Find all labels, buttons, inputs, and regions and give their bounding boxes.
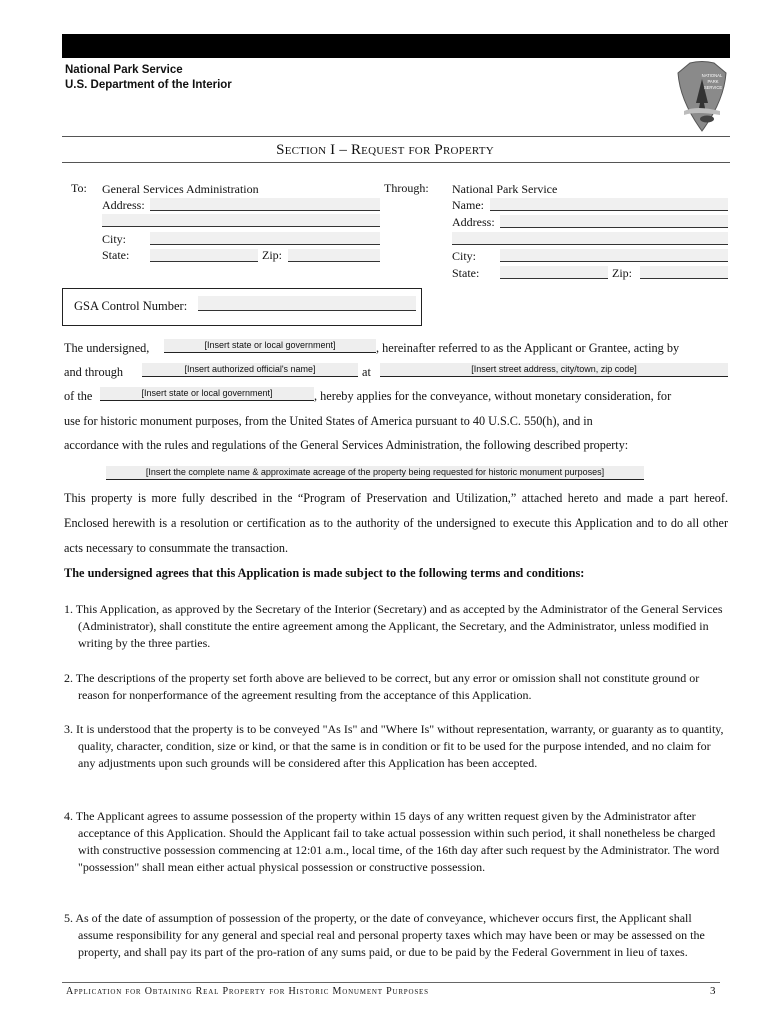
of-the-suffix: , hereby applies for the conveyance, without monetary consideration, for	[314, 389, 672, 403]
to-address-field[interactable]	[150, 198, 380, 211]
through-state-field[interactable]	[500, 266, 608, 279]
agency-block	[65, 63, 232, 93]
terms-heading: The undersigned agrees that this Application is made subject to the following terms and conditions:	[64, 566, 585, 580]
undersigned-suffix: , hereinafter referred to as the Applicant or Grantee, acting by	[376, 341, 680, 355]
address-placeholder[interactable]: [Insert street address, city/town, zip code]	[380, 363, 728, 377]
request-line-4: use for historic monument purposes, from the United States of America pursuant to 40 U.S.C. 550(h), and in	[64, 414, 593, 428]
through-zip-label: Zip:	[612, 266, 632, 280]
gsa-control-field[interactable]	[198, 296, 416, 311]
through-address-label: Address:	[452, 215, 495, 229]
to-zip-label: Zip:	[262, 248, 282, 262]
to-address-field-2[interactable]	[102, 214, 380, 227]
to-state-label: State:	[102, 248, 130, 262]
page-number: 3	[710, 985, 716, 997]
to-city-label: City:	[102, 232, 127, 246]
government-placeholder[interactable]: [Insert state or local government]	[164, 339, 376, 353]
official-name-placeholder[interactable]: [Insert authorized official's name]	[142, 363, 358, 377]
undersigned-prefix: The undersigned,	[64, 341, 150, 355]
term-5: 5. As of the date of assumption of possession of the property, or the date of conveyance, whichever occurs first, the Applicant shall assume responsibility for any general and special real and personal property taxes which may have been or may be assessed on the property, and shall pay its part of the pro-ration of any sums paid, or due to be paid by the Federal Government in lieu of taxes.	[64, 911, 705, 959]
gsa-control-label: GSA Control Number:	[74, 299, 188, 313]
footer-divider	[62, 982, 720, 983]
and-through-text: and through	[64, 365, 124, 379]
logo-text-line-1: NATIONAL	[701, 73, 723, 78]
term-3: 3. It is understood that the property is to be conveyed "As Is" and "Where Is" without representation, warranty, or guaranty as to quantity, quality, character, condition, size or kind, or that the same is in condition or fit to be used for the purpose intended, and no claim for any adjustments upon such grounds will be considered after this Application has been accepted.	[64, 722, 724, 770]
to-address-label: Address:	[102, 198, 145, 212]
through-city-label: City:	[452, 249, 477, 263]
government-placeholder-2[interactable]: [Insert state or local government]	[100, 387, 314, 401]
logo-text-line-3: SERVICE	[703, 85, 723, 90]
nps-arrowhead-logo	[676, 61, 728, 133]
to-state-field[interactable]	[150, 249, 258, 262]
at-text: at	[362, 365, 371, 379]
of-the-text: of the	[64, 389, 93, 403]
through-name-field[interactable]	[490, 198, 728, 211]
footer-title: Application for Obtaining Real Property for Historic Monument Purposes	[66, 986, 429, 997]
term-2: 2. The descriptions of the property set forth above are believed to be correct, but any error or omission shall not constitute ground or reason for nonperformance of the agreement resulting from the acceptance of this Application.	[64, 671, 700, 702]
through-name: National Park Service	[452, 182, 558, 196]
through-zip-field[interactable]	[640, 266, 728, 279]
to-city-field[interactable]	[150, 232, 380, 245]
property-description-placeholder[interactable]: [Insert the complete name & approximate acreage of the property being requested for historic monument purposes]	[106, 466, 644, 480]
through-state-label: State:	[452, 266, 480, 280]
term-1: 1. This Application, as approved by the Secretary of the Interior (Secretary) and as accepted by the Administrator of the General Services (Administrator), shall constitute the entire agreement among the Applicant, the Secretary, and the Administrator, unless modified in writing by the three parties.	[64, 602, 723, 650]
divider	[62, 136, 730, 137]
through-label: Through:	[384, 181, 429, 195]
to-name: General Services Administration	[102, 182, 259, 196]
through-name-label: Name:	[452, 198, 484, 212]
to-zip-field[interactable]	[288, 249, 380, 262]
term-4: 4. The Applicant agrees to assume possession of the property within 15 days of any written request given by the Administrator after acceptance of this Application. Should the Applicant fail to take actual possession within such period, it shall nonetheless be charged with constructive possession commencing at 12:01 a.m., local time, of the 16th day after such request by the Administrator. The word "possession" shall mean either actual physical possession or constructive possession.	[64, 809, 720, 874]
section-title: Section I – Request for Property	[276, 142, 494, 158]
agency-name: National Park Service	[65, 64, 183, 76]
header-black-bar	[62, 34, 730, 58]
through-address-field-2[interactable]	[452, 232, 728, 245]
divider	[62, 162, 730, 163]
department-name: U.S. Department of the Interior	[65, 79, 232, 91]
through-city-field[interactable]	[500, 249, 728, 262]
logo-text-line-2: PARK	[707, 79, 719, 84]
to-label: To:	[71, 181, 87, 195]
program-paragraph: This property is more fully described in the “Program of Preservation and Utilization,” attached hereto and made a part hereof. Enclosed herewith is a resolution or certification as to the authority of the undersigned to execute this Application and to do all other acts necessary to consummate the transaction.	[64, 491, 728, 555]
request-line-5: accordance with the rules and regulations of the General Services Administration, the following described property:	[64, 438, 629, 452]
through-address-field[interactable]	[500, 215, 728, 228]
